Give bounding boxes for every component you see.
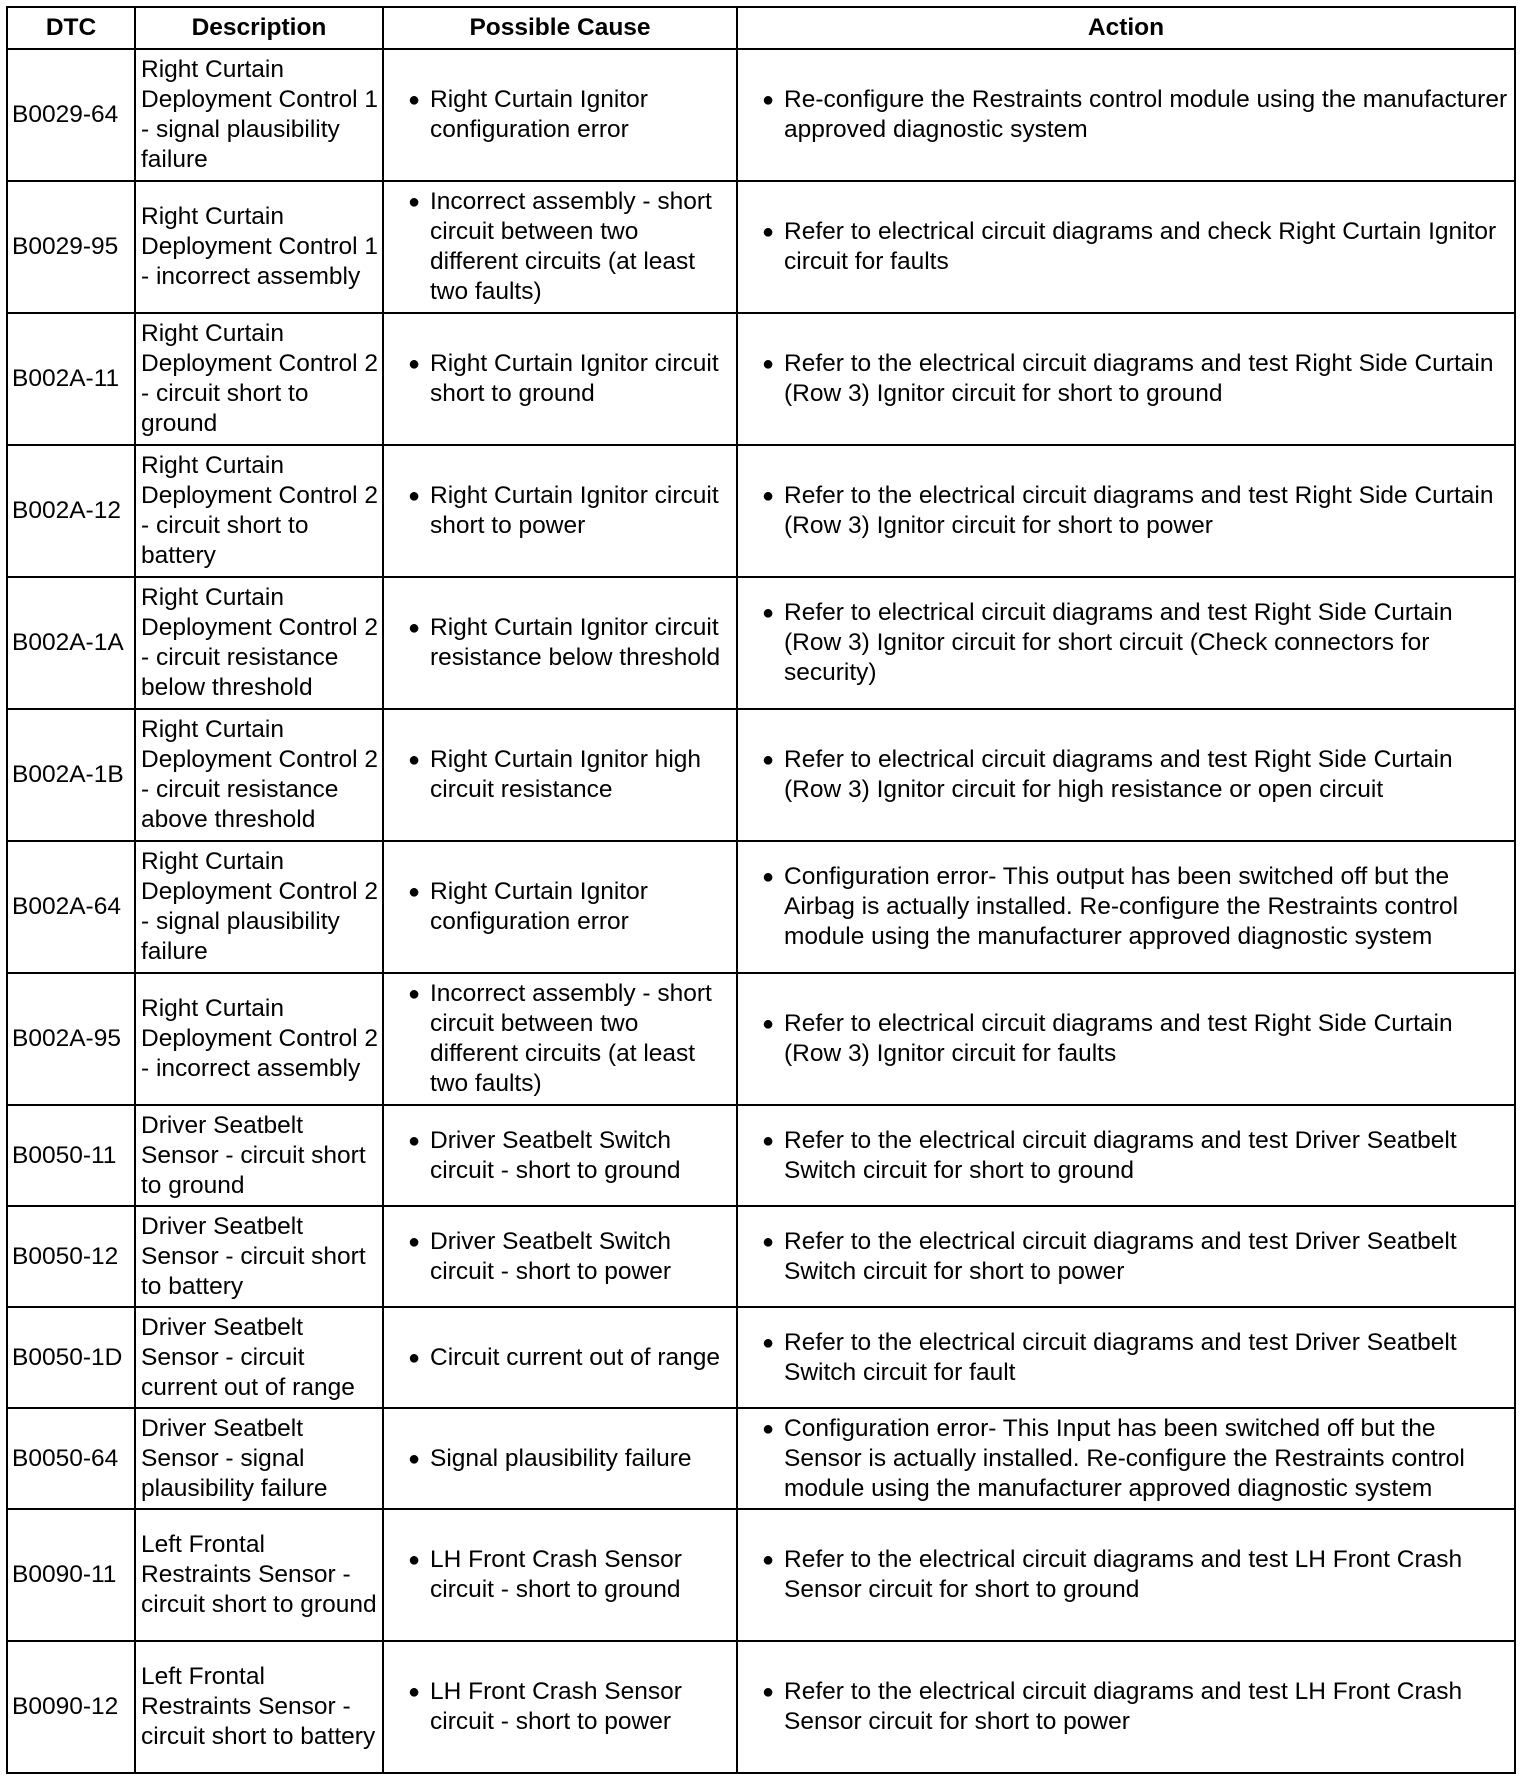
dtc-description: Right Curtain Deployment Control 2 - incorrect assembly bbox=[135, 973, 383, 1105]
bullet-icon: ● bbox=[408, 1230, 421, 1253]
bullet-icon: ● bbox=[762, 1549, 775, 1571]
dtc-code: B002A-1B bbox=[7, 709, 135, 841]
bullet-icon: ● bbox=[408, 749, 421, 771]
possible-cause: Right Curtain Ignitor high circuit resistance bbox=[430, 746, 702, 803]
dtc-code: B0050-64 bbox=[7, 1408, 135, 1509]
possible-cause: Circuit current out of range bbox=[430, 1343, 721, 1371]
possible-cause: Signal plausibility failure bbox=[430, 1444, 692, 1472]
bullet-icon: ● bbox=[762, 602, 775, 624]
dtc-description: Driver Seatbelt Sensor - circuit short to battery bbox=[135, 1206, 383, 1307]
dtc-code: B0090-12 bbox=[7, 1641, 135, 1773]
possible-cause-cell bbox=[383, 1509, 737, 1641]
action-cell bbox=[737, 181, 1515, 313]
dtc-description: Right Curtain Deployment Control 1 - signal plausibility failure bbox=[135, 49, 383, 181]
bullet-icon: ● bbox=[762, 749, 775, 771]
dtc-code: B0050-1D bbox=[7, 1307, 135, 1408]
table-row bbox=[7, 445, 1515, 577]
possible-cause-cell bbox=[383, 577, 737, 709]
table-row bbox=[7, 181, 1515, 313]
action-cell bbox=[737, 1641, 1515, 1773]
action-cell bbox=[737, 973, 1515, 1105]
table-row bbox=[7, 841, 1515, 973]
dtc-code: B002A-1A bbox=[7, 577, 135, 709]
action: Refer to the electrical circuit diagrams and test Right Side Curtain (Row 3) Ignitor circuit for short to ground bbox=[784, 350, 1494, 407]
action-cell bbox=[737, 1307, 1515, 1408]
dtc-document bbox=[6, 6, 1514, 1774]
possible-cause-cell bbox=[383, 1307, 737, 1408]
table-row bbox=[7, 1206, 1515, 1307]
bullet-icon: ● bbox=[762, 1129, 775, 1152]
possible-cause-cell bbox=[383, 973, 737, 1105]
action: Refer to the electrical circuit diagrams and test Driver Seatbelt Switch circuit for short to power bbox=[784, 1227, 1457, 1285]
action-cell bbox=[737, 1105, 1515, 1206]
dtc-code: B0029-64 bbox=[7, 49, 135, 181]
bullet-icon: ● bbox=[408, 353, 421, 375]
action-cell bbox=[737, 49, 1515, 181]
bullet-icon: ● bbox=[408, 1346, 421, 1369]
action-cell bbox=[737, 1509, 1515, 1641]
dtc-table bbox=[6, 6, 1516, 1774]
dtc-description: Right Curtain Deployment Control 1 - incorrect assembly bbox=[135, 181, 383, 313]
bullet-icon: ● bbox=[408, 1549, 421, 1571]
possible-cause-cell bbox=[383, 709, 737, 841]
possible-cause-cell bbox=[383, 181, 737, 313]
bullet-icon: ● bbox=[408, 191, 421, 213]
dtc-code: B0050-11 bbox=[7, 1105, 135, 1206]
header-possible-cause: Possible Cause bbox=[383, 7, 737, 49]
action-cell bbox=[737, 841, 1515, 973]
bullet-icon: ● bbox=[762, 866, 775, 888]
table-row bbox=[7, 1105, 1515, 1206]
dtc-description: Right Curtain Deployment Control 2 - circuit short to battery bbox=[135, 445, 383, 577]
possible-cause: Incorrect assembly - short circuit between two different circuits (at least two faults) bbox=[430, 188, 712, 305]
bullet-icon: ● bbox=[762, 353, 775, 375]
dtc-code: B002A-12 bbox=[7, 445, 135, 577]
action-cell bbox=[737, 709, 1515, 841]
action: Re-configure the Restraints control module using the manufacturer approved diagnostic system bbox=[784, 86, 1508, 143]
bullet-icon: ● bbox=[408, 617, 421, 639]
dtc-description: Driver Seatbelt Sensor - circuit current out of range bbox=[135, 1307, 383, 1408]
header-row bbox=[7, 7, 1515, 49]
table-row bbox=[7, 577, 1515, 709]
table-row bbox=[7, 313, 1515, 445]
action: Refer to electrical circuit diagrams and test Right Side Curtain (Row 3) Ignitor circuit for short circuit (Check connectors for security) bbox=[784, 599, 1453, 686]
possible-cause-cell bbox=[383, 49, 737, 181]
possible-cause-cell bbox=[383, 313, 737, 445]
table-body bbox=[7, 49, 1515, 1773]
header-action: Action bbox=[737, 7, 1515, 49]
table-row bbox=[7, 1307, 1515, 1408]
bullet-icon: ● bbox=[762, 485, 775, 507]
possible-cause-cell bbox=[383, 1206, 737, 1307]
dtc-code: B0090-11 bbox=[7, 1509, 135, 1641]
possible-cause: Driver Seatbelt Switch circuit - short to power bbox=[430, 1227, 672, 1285]
bullet-icon: ● bbox=[408, 1129, 421, 1152]
bullet-icon: ● bbox=[762, 89, 775, 111]
dtc-description: Right Curtain Deployment Control 2 - circuit resistance below threshold bbox=[135, 577, 383, 709]
action-cell bbox=[737, 1408, 1515, 1509]
action: Configuration error- This output has been switched off but the Airbag is actually installed. Re-configure the Restraints control module using the manufacturer approved diagnostic system bbox=[784, 863, 1459, 950]
action: Refer to the electrical circuit diagrams and test Driver Seatbelt Switch circuit for short to ground bbox=[784, 1126, 1457, 1184]
possible-cause: Right Curtain Ignitor circuit short to ground bbox=[430, 350, 719, 407]
possible-cause: Right Curtain Ignitor configuration error bbox=[430, 878, 648, 935]
bullet-icon: ● bbox=[762, 221, 775, 243]
bullet-icon: ● bbox=[762, 1681, 775, 1703]
possible-cause-cell bbox=[383, 1105, 737, 1206]
possible-cause: Incorrect assembly - short circuit between two different circuits (at least two faults) bbox=[430, 980, 712, 1097]
table-row bbox=[7, 1641, 1515, 1773]
dtc-code: B002A-64 bbox=[7, 841, 135, 973]
table-row bbox=[7, 1509, 1515, 1641]
possible-cause: LH Front Crash Sensor circuit - short to power bbox=[430, 1678, 682, 1735]
bullet-icon: ● bbox=[408, 485, 421, 507]
bullet-icon: ● bbox=[408, 1447, 421, 1470]
possible-cause: Driver Seatbelt Switch circuit - short to ground bbox=[430, 1126, 681, 1184]
bullet-icon: ● bbox=[762, 1013, 775, 1035]
dtc-code: B0029-95 bbox=[7, 181, 135, 313]
dtc-description: Left Frontal Restraints Sensor - circuit short to ground bbox=[135, 1509, 383, 1641]
possible-cause-cell bbox=[383, 1641, 737, 1773]
bullet-icon: ● bbox=[408, 983, 421, 1005]
table-row bbox=[7, 49, 1515, 181]
possible-cause: Right Curtain Ignitor circuit short to power bbox=[430, 482, 719, 539]
possible-cause-cell bbox=[383, 1408, 737, 1509]
bullet-icon: ● bbox=[408, 89, 421, 111]
action: Configuration error- This Input has been switched off but the Sensor is actually installed. Re-configure the Restraints control module using the manufacturer approved diagnostic system bbox=[784, 1414, 1465, 1502]
dtc-code: B0050-12 bbox=[7, 1206, 135, 1307]
bullet-icon: ● bbox=[762, 1417, 775, 1440]
action: Refer to the electrical circuit diagrams and test Right Side Curtain (Row 3) Ignitor circuit for short to power bbox=[784, 482, 1494, 539]
dtc-code: B002A-95 bbox=[7, 973, 135, 1105]
possible-cause: LH Front Crash Sensor circuit - short to ground bbox=[430, 1546, 682, 1603]
possible-cause: Right Curtain Ignitor circuit resistance below threshold bbox=[430, 614, 721, 671]
dtc-description: Driver Seatbelt Sensor - circuit short to ground bbox=[135, 1105, 383, 1206]
action: Refer to the electrical circuit diagrams and test LH Front Crash Sensor circuit for short to power bbox=[784, 1678, 1463, 1735]
dtc-description: Left Frontal Restraints Sensor - circuit short to battery bbox=[135, 1641, 383, 1773]
action: Refer to the electrical circuit diagrams and test Driver Seatbelt Switch circuit for fault bbox=[784, 1328, 1457, 1386]
header-dtc: DTC bbox=[7, 7, 135, 49]
table-row bbox=[7, 1408, 1515, 1509]
possible-cause-cell bbox=[383, 445, 737, 577]
dtc-description: Right Curtain Deployment Control 2 - signal plausibility failure bbox=[135, 841, 383, 973]
dtc-code: B002A-11 bbox=[7, 313, 135, 445]
bullet-icon: ● bbox=[408, 881, 421, 903]
bullet-icon: ● bbox=[762, 1331, 775, 1354]
header-description: Description bbox=[135, 7, 383, 49]
action-cell bbox=[737, 313, 1515, 445]
bullet-icon: ● bbox=[762, 1230, 775, 1253]
dtc-description: Right Curtain Deployment Control 2 - circuit resistance above threshold bbox=[135, 709, 383, 841]
action-cell bbox=[737, 1206, 1515, 1307]
possible-cause-cell bbox=[383, 841, 737, 973]
possible-cause: Right Curtain Ignitor configuration error bbox=[430, 86, 648, 143]
action-cell bbox=[737, 445, 1515, 577]
table-row bbox=[7, 709, 1515, 841]
action: Refer to electrical circuit diagrams and test Right Side Curtain (Row 3) Ignitor circuit for high resistance or open circuit bbox=[784, 746, 1453, 803]
bullet-icon: ● bbox=[408, 1681, 421, 1703]
action-cell bbox=[737, 577, 1515, 709]
action: Refer to electrical circuit diagrams and test Right Side Curtain (Row 3) Ignitor circuit for faults bbox=[784, 1010, 1453, 1067]
dtc-description: Driver Seatbelt Sensor - signal plausibility failure bbox=[135, 1408, 383, 1509]
action: Refer to electrical circuit diagrams and check Right Curtain Ignitor circuit for faults bbox=[784, 218, 1497, 275]
action: Refer to the electrical circuit diagrams and test LH Front Crash Sensor circuit for short to ground bbox=[784, 1546, 1463, 1603]
table-row bbox=[7, 973, 1515, 1105]
dtc-description: Right Curtain Deployment Control 2 - circuit short to ground bbox=[135, 313, 383, 445]
